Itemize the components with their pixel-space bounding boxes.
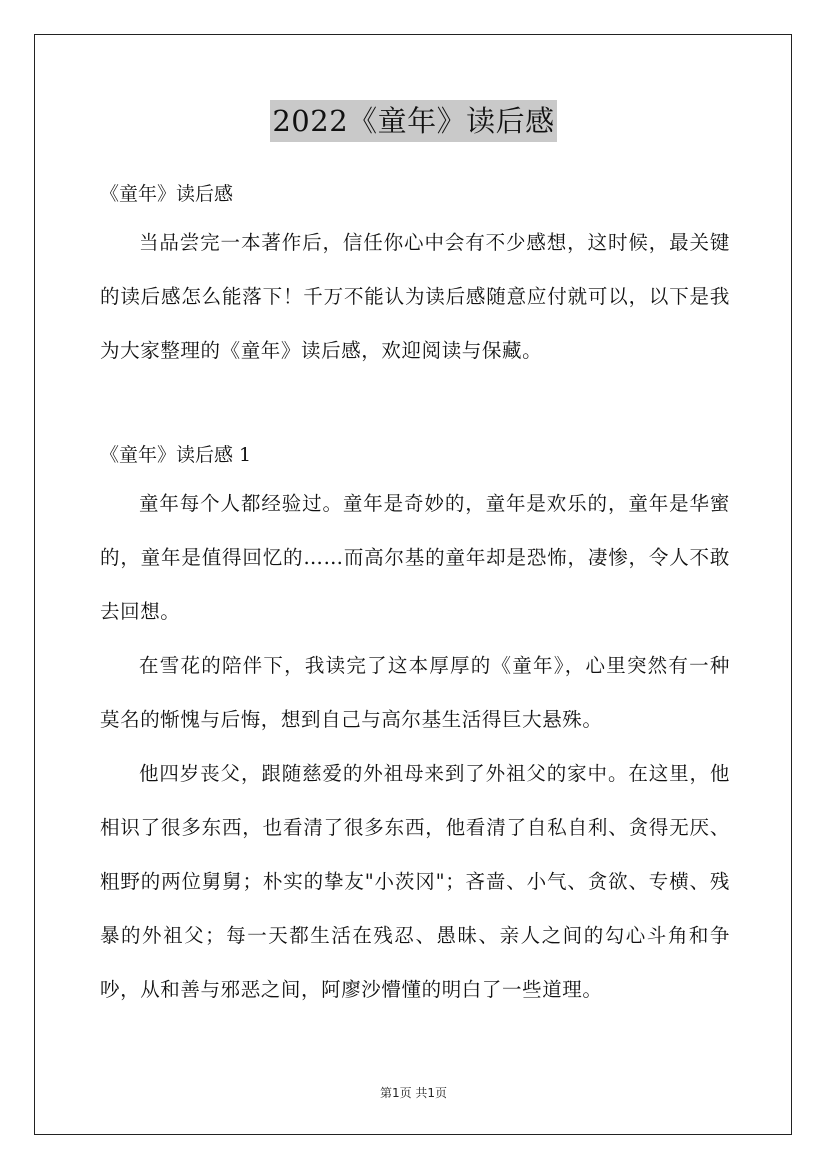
page-footer: 第1页 共1页 — [379, 1086, 448, 1100]
section-heading: 《童年》读后感 1 — [100, 444, 252, 466]
body-paragraph: 童年每个人都经验过。童年是奇妙的，童年是欢乐的，童年是华蜜的，童年是值得回忆的……而高尔基的童年却是恐怖，凄惨，令人不敢去回想。 — [100, 492, 730, 623]
document-body — [100, 172, 730, 1017]
intro-paragraph: 当品尝完一本著作后，信任你心中会有不少感想，这时候，最关键的读后感怎么能落下！千万不能认为读后感随意应付就可以，以下是我为大家整理的《童年》读后感，欢迎阅读与保藏。 — [100, 231, 730, 362]
body-paragraph: 他四岁丧父，跟随慈爱的外祖母来到了外祖父的家中。在这里，他相识了很多东西，也看清了很多东西，他看清了自私自利、贪得无厌、粗野的两位舅舅；朴实的挚友"小茨冈"；吝啬、小气、贪欲、专横、残暴的外祖父；每一天都生活在残忍、愚昧、亲人之间的勾心斗角和争吵，从和善与邪恶之间，阿廖沙懵懂的明白了一些道理。 — [100, 762, 730, 1001]
intro-heading: 《童年》读后感 — [100, 183, 234, 205]
document-title: 2022《童年》读后感 — [270, 100, 556, 142]
body-paragraph: 在雪花的陪伴下，我读完了这本厚厚的《童年》，心里突然有一种莫名的惭愧与后悔，想到自己与高尔基生活得巨大悬殊。 — [100, 654, 730, 731]
title-container — [0, 100, 827, 142]
section-spacer — [100, 378, 730, 433]
